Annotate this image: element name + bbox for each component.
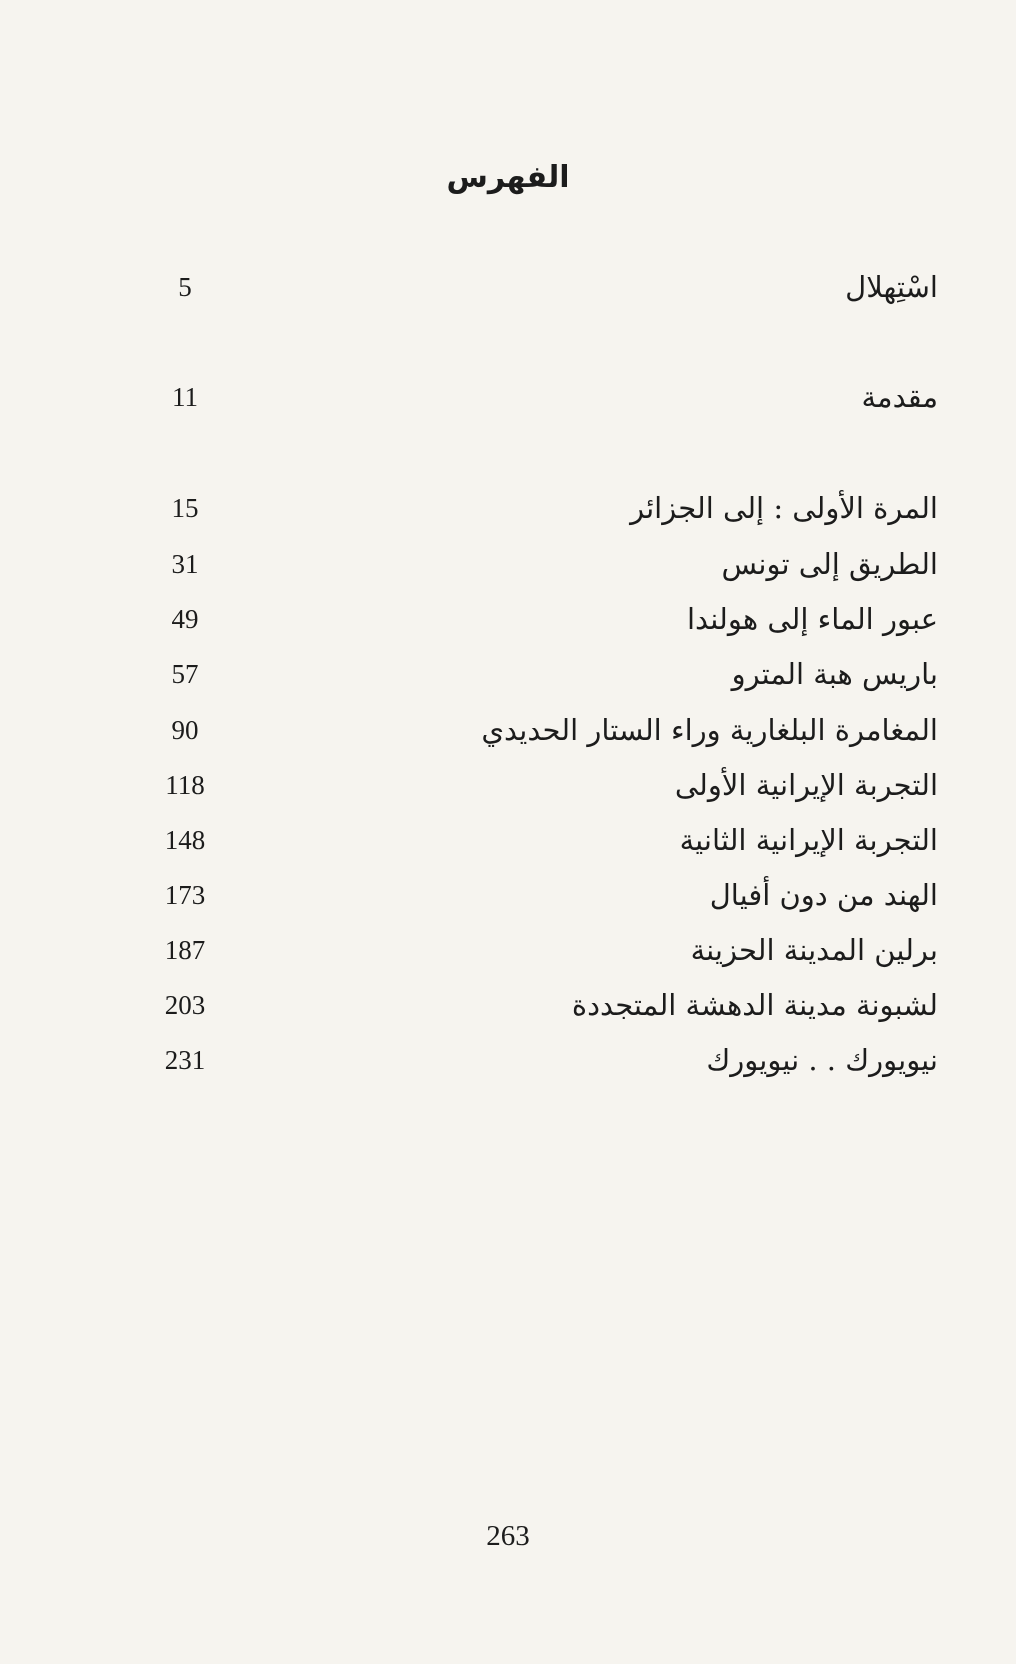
toc-entry	[150, 878, 938, 928]
toc-entry-title: برلين المدينة الحزينة	[690, 933, 938, 967]
toc-entry	[150, 657, 938, 707]
toc-entry-page: 11	[172, 382, 198, 412]
page-title: الفهرس	[446, 160, 570, 195]
toc-entry-page: 90	[171, 715, 199, 745]
toc-entry	[150, 547, 938, 597]
toc-entry	[150, 768, 938, 818]
toc-entry-title: عبور الماء إلى هولندا	[686, 602, 938, 636]
toc-entry-title: التجربة الإيرانية الثانية	[679, 823, 938, 857]
toc-entry	[150, 491, 938, 541]
toc-entry-page: 49	[171, 604, 199, 634]
toc-entry-title: الهند من دون أفيال	[709, 878, 938, 912]
toc-entry-page: 173	[164, 880, 206, 910]
toc-entry-title: اسْتِهلال	[845, 270, 938, 304]
toc-entry-page: 231	[164, 1045, 206, 1075]
toc-entry-title: نيويورك . . نيويورك	[706, 1043, 938, 1077]
toc-entry	[150, 713, 938, 763]
toc-entry-title: لشبونة مدينة الدهشة المتجددة	[571, 988, 938, 1022]
page-number: 263	[486, 1520, 530, 1552]
toc-entry	[150, 380, 938, 430]
toc-entry	[150, 602, 938, 652]
toc-entry-page: 187	[164, 935, 206, 965]
toc-entry	[150, 933, 938, 983]
toc-entry-title: المغامرة البلغارية وراء الستار الحديدي	[481, 713, 938, 747]
toc-entry-page: 57	[171, 659, 199, 689]
toc-entry	[150, 1043, 938, 1093]
toc-entry	[150, 270, 938, 320]
toc-entry-title: باريس هبة المترو	[731, 657, 938, 691]
toc-entry-title: التجربة الإيرانية الأولى	[674, 768, 938, 802]
toc-entry	[150, 988, 938, 1038]
toc-entry	[150, 823, 938, 873]
toc-entry-page: 31	[171, 549, 199, 579]
toc-entry-page: 118	[165, 770, 205, 800]
toc-entry-page: 203	[164, 990, 206, 1020]
toc-entry-title: مقدمة	[861, 380, 938, 414]
toc-entry-page: 5	[178, 272, 192, 302]
toc-entry-page: 148	[164, 825, 206, 855]
toc-entry-title: الطريق إلى تونس	[721, 547, 938, 581]
toc-entry-page: 15	[171, 493, 199, 523]
toc-entry-title: المرة الأولى : إلى الجزائر	[630, 491, 938, 525]
